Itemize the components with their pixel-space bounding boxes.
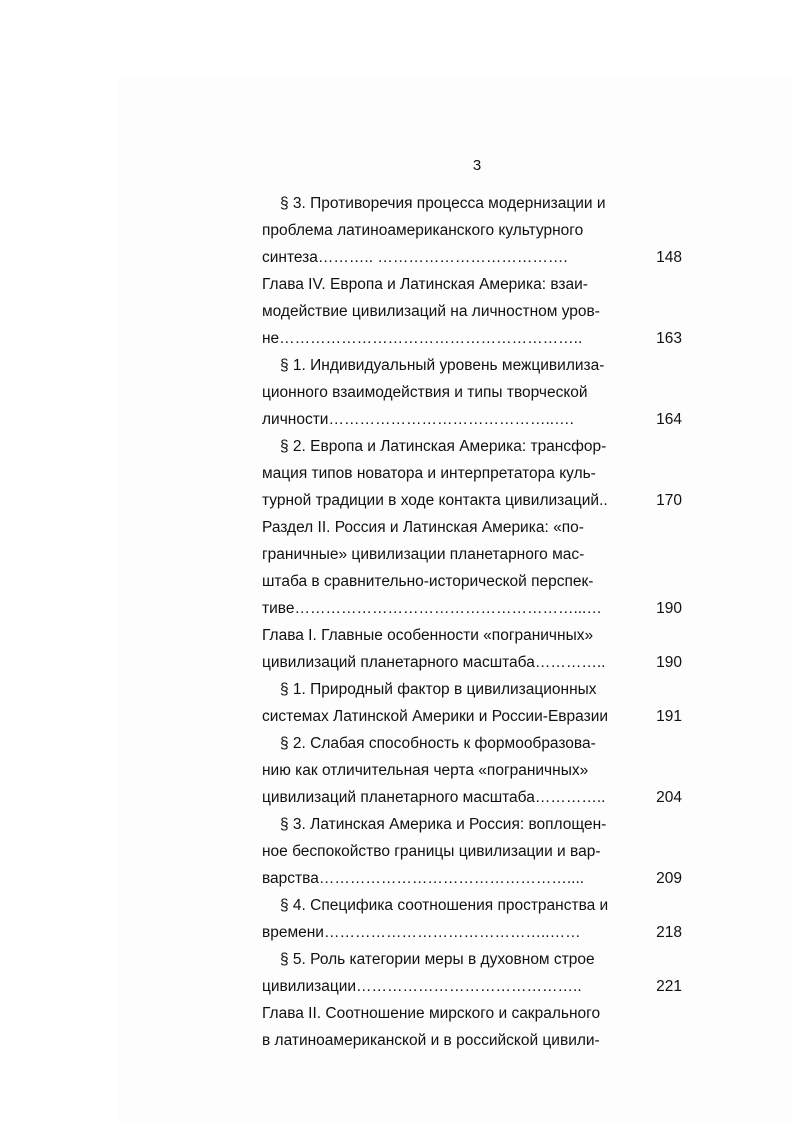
toc-line xyxy=(262,946,682,973)
toc-line xyxy=(262,865,682,892)
toc-page-number: 170 xyxy=(656,492,682,509)
toc-line xyxy=(262,1000,682,1027)
toc-line xyxy=(262,514,682,541)
toc-line xyxy=(262,730,682,757)
toc-line xyxy=(262,919,682,946)
toc-line xyxy=(262,325,682,352)
toc-page-number: 218 xyxy=(656,924,682,941)
toc-page-number: 148 xyxy=(656,249,682,266)
toc-entry-text: ционного взаимодействия и типы творческой xyxy=(262,384,588,401)
toc-entry-text: варства………………………………………….... xyxy=(262,870,585,887)
toc-entry-text: мация типов новатора и интерпретатора куль- xyxy=(262,465,596,482)
toc-entry-text: в латиноамериканской и в российской цивили- xyxy=(262,1032,600,1049)
toc-line xyxy=(262,379,682,406)
toc-page-number: 204 xyxy=(656,789,682,806)
toc-line xyxy=(262,406,682,433)
toc-line xyxy=(262,244,682,271)
toc-entry-text: проблема латиноамериканского культурного xyxy=(262,222,584,239)
toc-line xyxy=(262,271,682,298)
toc-entry-text: Глава II. Соотношение мирского и сакрального xyxy=(262,1005,601,1022)
page-number: 3 xyxy=(472,157,482,174)
toc-entry-text: нию как отличительная черта «пограничных» xyxy=(262,762,589,779)
toc-entry-text: синтеза……….. ………………………………. xyxy=(262,249,568,266)
toc-entry-text: граничные» цивилизации планетарного мас- xyxy=(262,546,585,563)
table-of-contents xyxy=(262,190,682,1054)
toc-entry-text: модействие цивилизаций на личностном уров- xyxy=(262,303,600,320)
toc-entry-text: штаба в сравнительно-исторической перспек- xyxy=(262,573,594,590)
toc-entry-text: ное беспокойство границы цивилизации и вар- xyxy=(262,843,601,860)
toc-entry-text: § 3. Противоречия процесса модернизации и xyxy=(280,195,606,212)
toc-line xyxy=(262,784,682,811)
toc-line xyxy=(262,352,682,379)
toc-entry-text: § 2. Европа и Латинская Америка: трансфор- xyxy=(280,438,607,455)
toc-line xyxy=(262,568,682,595)
toc-line xyxy=(262,703,682,730)
toc-entry-text: § 4. Специфика соотношения пространства и xyxy=(280,897,609,914)
toc-page-number: 163 xyxy=(656,330,682,347)
toc-page-number: 209 xyxy=(656,870,682,887)
toc-line xyxy=(262,595,682,622)
toc-entry-text: тиве………………………………………………...… xyxy=(262,600,602,617)
toc-page-number: 191 xyxy=(656,708,682,725)
toc-entry-text: цивилизаций планетарного масштаба………….. xyxy=(262,789,606,806)
toc-page-number: 190 xyxy=(656,654,682,671)
toc-line xyxy=(262,433,682,460)
toc-entry-text: личности……………………………………..…. xyxy=(262,411,574,428)
toc-line xyxy=(262,838,682,865)
toc-entry-text: Раздел II. Россия и Латинская Америка: «по- xyxy=(262,519,584,536)
toc-line xyxy=(262,757,682,784)
toc-line xyxy=(262,190,682,217)
toc-line xyxy=(262,1027,682,1054)
toc-page-number: 221 xyxy=(656,978,682,995)
toc-line xyxy=(262,811,682,838)
toc-line xyxy=(262,217,682,244)
toc-line xyxy=(262,649,682,676)
toc-line xyxy=(262,892,682,919)
toc-line xyxy=(262,676,682,703)
toc-entry-text: цивилизации…………………………………….. xyxy=(262,978,582,995)
toc-line xyxy=(262,541,682,568)
toc-entry-text: не………………………………………………….. xyxy=(262,330,583,347)
toc-entry-text: времени……………………………………..…… xyxy=(262,924,581,941)
toc-line xyxy=(262,487,682,514)
toc-entry-text: Глава IV. Европа и Латинская Америка: взаи- xyxy=(262,276,588,293)
toc-line xyxy=(262,622,682,649)
toc-entry-text: цивилизаций планетарного масштаба………….. xyxy=(262,654,606,671)
toc-entry-text: § 3. Латинская Америка и Россия: воплощен- xyxy=(280,816,607,833)
toc-page-number: 190 xyxy=(656,600,682,617)
toc-line xyxy=(262,973,682,1000)
toc-entry-text: § 1. Природный фактор в цивилизационных xyxy=(280,681,597,698)
toc-line xyxy=(262,298,682,325)
toc-page-number: 164 xyxy=(656,411,682,428)
toc-entry-text: § 5. Роль категории меры в духовном строе xyxy=(280,951,595,968)
toc-entry-text: § 1. Индивидуальный уровень межцивилиза- xyxy=(280,357,605,374)
toc-entry-text: системах Латинской Америки и России-Евразии xyxy=(262,708,609,725)
toc-entry-text: § 2. Слабая способность к формообразова- xyxy=(280,735,596,752)
toc-entry-text: Глава I. Главные особенности «пограничных» xyxy=(262,627,594,644)
toc-entry-text: турной традиции в ходе контакта цивилизаций.. xyxy=(262,492,608,509)
toc-line xyxy=(262,460,682,487)
